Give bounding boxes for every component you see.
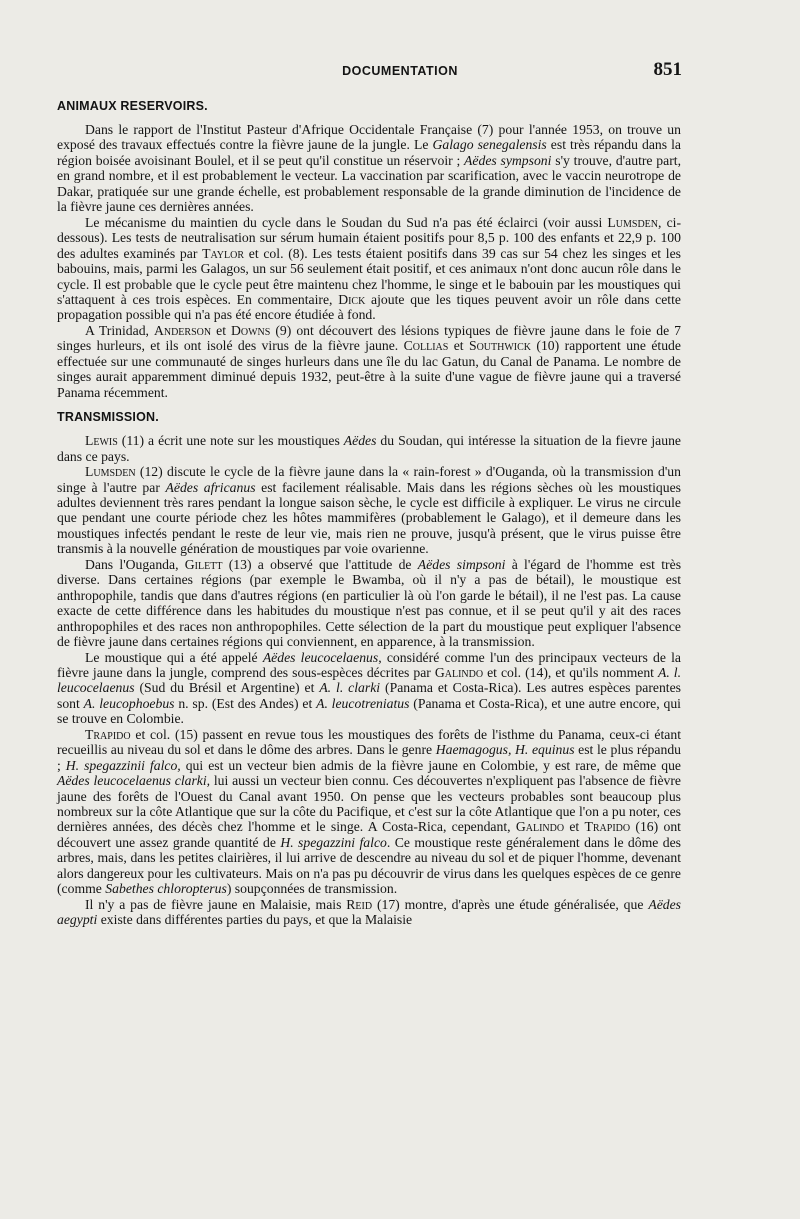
text-run: est le plus répandu ; [57,742,682,773]
paragraph [57,323,681,400]
paragraph [57,727,681,897]
text-run: et [211,322,232,338]
italic-term: Aëdes simpsoni [417,556,506,572]
author-name: Galindo [515,819,565,835]
italic-term: H. spegazzinii falco, [65,757,181,773]
text-run: à l'égard de l'homme est très diverse. Dans certaines régions (par exemple le Bwamba, où il n'y a pas de bétail), le moustique est anthropophile, tandis que dans d'autres régions (en particulier là où l'on garde le bétail), il ne l'est pas. La cause exacte de cette différence dans les habitudes du moustique n'est pas connue, et il se peut qu'il y ait des races anthropophiles et des races non anthropophiles. Cette sélection de la part du moustique peut expliquer l'absence de fièvre jaune dans certaines régions qui conviennent, en apparence, à la transmission. [57,556,682,650]
text-run: ) soupçonnées de transmission. [226,881,398,897]
section-spacer [57,400,681,410]
author-name: Southwick [468,338,531,354]
text-run: (13) a observé que l'attitude de [222,556,418,572]
italic-term: A. leucophoebus [83,695,175,711]
text-run: , considéré comme l'un des principaux vecteurs de la fièvre jaune dans la jungle, comprend des sous-espèces décrites par [57,649,681,680]
text-run: est très répandu dans la région boisée avoisinant Boulel, et il se peut qu'il constitue un réservoir ; [57,137,682,168]
text-run: (17) montre, d'après une étude généralisée, que [372,896,649,912]
text-run: est facilement réalisable. Mais dans les régions sèches où les moustiques adultes deviennent très rares pendant la longue saison sèche, le cycle est difficile à expliquer. Le virus ne circule que pendant une courte période chez les hôtes mammifères (probablement le Galago), et il demeure dans les moustiques infectés pendant le reste de leur vie, mais rien ne prouve, jusqu'à présent, que le virus puisse être transmis à la nouvelle génération de moustiques par voie ovarienne. [57,479,681,557]
text-run: Le mécanisme du maintien du cycle dans le Soudan du Sud n'a pas été éclairci (voir aussi [85,214,608,230]
running-title: DOCUMENTATION [342,64,458,78]
running-header [0,59,800,84]
author-name: Lewis [85,433,118,449]
italic-term: Aëdes aegypti [57,896,682,928]
italic-term: H. spegazzini falco [280,834,387,850]
author-name: Anderson [153,322,212,338]
italic-term: A. leucotreniatus [316,695,410,711]
paragraph [57,464,681,557]
text-run: (Panama et Costa-Rica). Les autres espèces parentes sont [57,680,682,711]
text-run: ajoute que les tiques peuvent avoir un rôle dans cette propagation possible qui n'a pas été encore étudiée à fond. [57,291,681,323]
italic-term: A. l. clarki [319,680,381,696]
text-run: Dans le rapport de l'Institut Pasteur d'Afrique Occidentale Française (7) pour l'année 1953, on trouve un exposé des travaux effectués contre la fièvre jaune de la jungle. Le [57,122,681,153]
text-run: et col. (15) passent en revue tous les moustiques des forêts de l'isthme du Panama, ceux-ci étant recueillis au niveau du sol et dans le dôme des arbres. Dans le genre [57,726,681,758]
paragraph [57,557,681,650]
italic-term: A. l. leucocelaenus [57,664,681,696]
author-name: Gilett [184,556,223,572]
italic-term: Haemagogus, H. equinus [435,742,575,758]
text-run: (16) ont découvert une assez grande quantité de [57,819,681,850]
author-name: Downs [231,322,271,338]
text-run: Dans l'Ouganda, [85,556,185,572]
author-name: Trapido [584,819,631,835]
section-heading: ANIMAUX RESERVOIRS. [57,99,208,113]
page-number: 851 [653,59,682,80]
text-run: et [448,338,469,354]
text-run: . Ce moustique reste généralement dans le dôme des arbres, mais, dans les petites clairières, il lui arrive de descendre au niveau du sol et de piquer l'homme, devenant alors dangereux pour les cultivateurs. Mais on n'a pas pu découvrir de virus dans les quelques espèces de ce genre (comme [57,834,681,897]
author-name: Reid [346,896,373,912]
italic-term: Aëdes sympsoni [464,152,552,168]
body-text [57,99,681,928]
author-name: Dick [338,291,366,307]
italic-term: Aëdes leucocelaenus clarki, [57,773,211,789]
text-run: du Soudan, qui intéresse la situation de la fievre jaune dans ce pays. [57,433,682,464]
text-run: , ci-dessous). Les tests de neutralisation sur sérum humain étaient positifs pour 8,5 p. 100 des enfants et 22,9 p. 100 des adultes examinés par [57,214,681,261]
author-name: Lumsden [85,464,136,480]
author-name: Collias [403,338,449,354]
text-run: existe dans différentes parties du pays, et que la Malaisie [97,912,413,928]
text-run: (11) a écrit une note sur les moustiques [117,433,344,449]
text-run: (Panama et Costa-Rica), et une autre encore, qui se trouve en Colombie. [57,695,681,727]
text-run: Le moustique qui a été appelé [85,649,263,665]
text-run: n. sp. (Est des Andes) et [174,695,317,711]
author-name: Lumsden [607,214,658,230]
text-run: (12) discute le cycle de la fièvre jaune dans la « rain-forest » d'Ouganda, où la transmission d'un singe à l'autre par [57,464,681,495]
paragraph [57,897,681,928]
text-run: A Trinidad, [85,322,154,338]
text-run: et col. (8). Les tests étaient positifs dans 39 cas sur 54 chez les singes et les babouins, mais, parmi les Galagos, un sur 56 seulement était positif, et ces animaux n'ont donc aucun rôle dans le cycle. Il est probable que le cycle peut être maintenu chez l'homme, le singe et le babouin par les moustiques qui s'attaquent à ces trois espèces. En commentaire, [57,245,682,307]
text-run: s'y trouve, d'autre part, en grand nombre, et il est probablement le vecteur. La vaccination par scarification, avec le vaccin neurotrope de Dakar, pratiquée sur une grande échelle, est probablement responsable de la grande diminution de l'incidence de la fièvre jaune ces dernières années. [57,152,681,215]
text-run: qui est un vecteur bien admis de la fièvre jaune en Colombie, y est rare, de même que [180,757,681,773]
text-run: et col. (14), et qu'ils nomment [483,664,658,680]
text-run: Il n'y a pas de fièvre jaune en Malaisie, mais [85,896,347,912]
italic-term: Sabethes chloropterus [105,881,227,897]
italic-term: Galago senegalensis [432,137,547,153]
author-name: Taylor [202,245,245,261]
author-name: Trapido [85,726,131,742]
paragraph [57,122,681,215]
paragraph [57,215,681,323]
text-run: (10) rapportent une étude effectuée sur une communauté de singes hurleurs dans une île du lac Gatun, du Canal de Panama. Le nombre de singes aurait apparemment diminué depuis 1932, peut-être à la suite d'une vague de fièvre jaune qui a traversé Panama récemment. [57,338,681,400]
italic-term: Aëdes africanus [165,479,256,495]
paragraph [57,650,681,727]
text-run: lui aussi un vecteur bien connu. Ces découvertes n'expliquent pas l'absence de fièvre jaune des forêts de l'Ouest du Canal avant 1950. On pense que les vecteurs probables sont beaucoup plus nombreux sur la côte Atlantique que sur la côte du Pacifique, et c'est sur la côte Atlantique que l'on a pu noter, ces dernières années, des décès chez l'homme et le singe. A Costa-Rica, cependant, [57,773,681,835]
section-heading: TRANSMISSION. [57,410,159,425]
paragraph [57,433,681,464]
italic-term: Aëdes [343,433,377,449]
text-run: (Sud du Brésil et Argentine) et [134,680,320,696]
text-run: et [564,819,585,835]
italic-term: Aëdes leucocelaenus [262,649,379,665]
text-run: (9) ont découvert des lésions typiques de fièvre jaune dans le foie de 7 singes hurleurs, et ils ont isolé des virus de la fièvre jaune. [57,322,682,354]
author-name: Galindo [434,664,484,680]
